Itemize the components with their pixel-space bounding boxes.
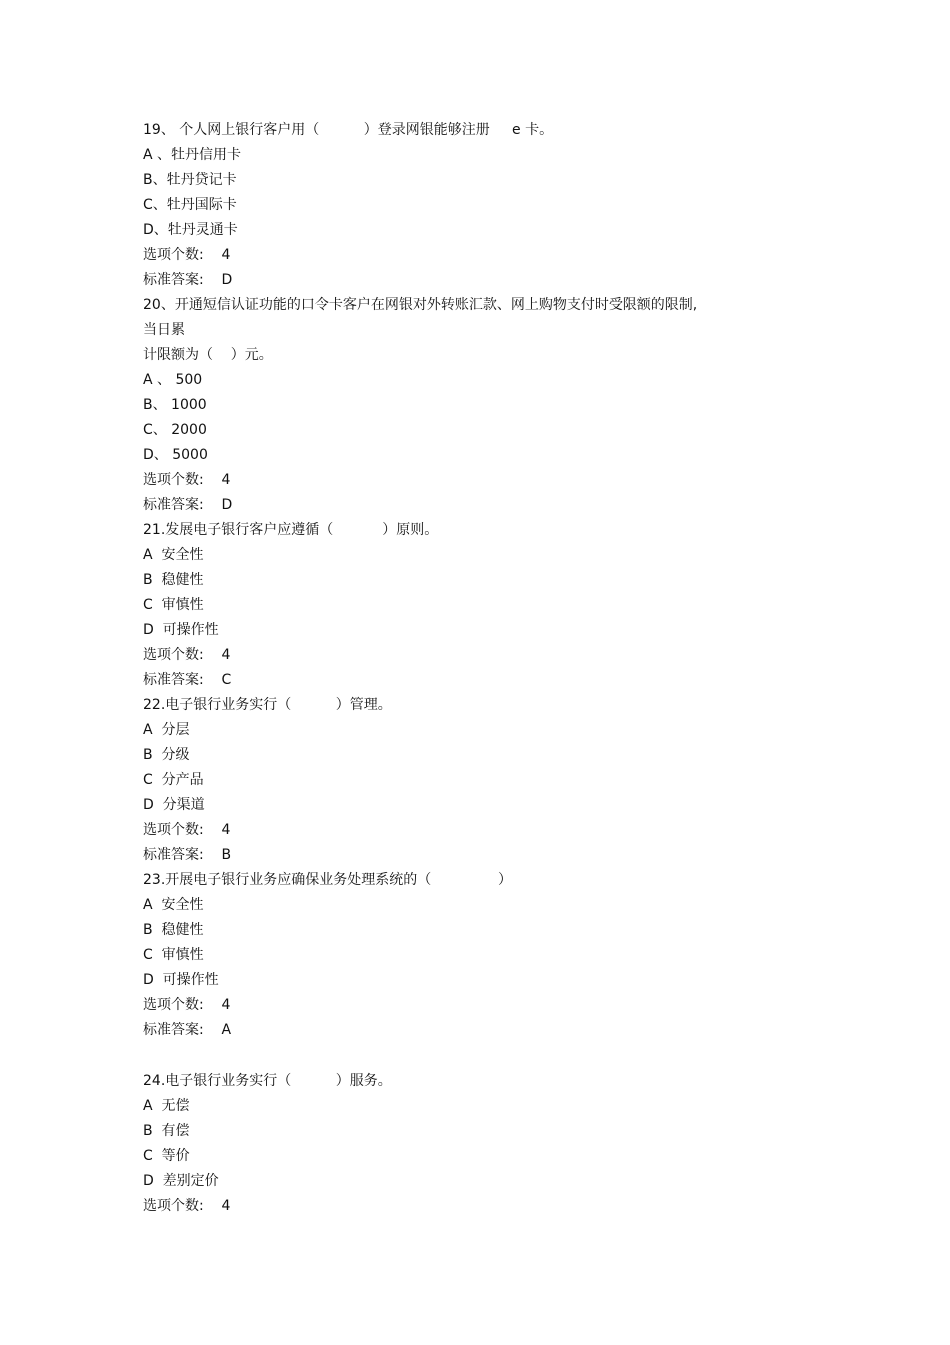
option-b: B、 1000 — [143, 397, 207, 413]
option-d: D 可操作性 — [143, 622, 219, 638]
standard-answer: 标准答案: B — [143, 847, 232, 863]
question-22 — [143, 693, 843, 868]
option-a: A 安全性 — [143, 897, 204, 913]
question-title: 22.电子银行业务实行（ ）管理。 — [143, 697, 392, 713]
option-d: D、牡丹灵通卡 — [143, 222, 238, 238]
question-title-line-2: 当日累 — [143, 322, 185, 338]
question-title-line-3: 计限额为（ ）元。 — [143, 347, 273, 363]
option-count: 选项个数: 4 — [143, 647, 231, 663]
option-d: D 可操作性 — [143, 972, 219, 988]
standard-answer: 标准答案: D — [143, 497, 233, 513]
standard-answer: 标准答案: D — [143, 272, 233, 288]
option-b: B 分级 — [143, 747, 190, 763]
option-a: A 、牡丹信用卡 — [143, 147, 242, 163]
option-b: B 稳健性 — [143, 922, 204, 938]
option-d: D 分渠道 — [143, 797, 205, 813]
option-d: D 差别定价 — [143, 1173, 219, 1189]
option-a: A 安全性 — [143, 547, 204, 563]
option-a: A 、 500 — [143, 372, 203, 388]
question-title: 23.开展电子银行业务应确保业务处理系统的（ ） — [143, 872, 513, 888]
option-count: 选项个数: 4 — [143, 822, 231, 838]
standard-answer: 标准答案: A — [143, 1022, 232, 1038]
question-title: 21.发展电子银行客户应遵循（ ）原则。 — [143, 522, 439, 538]
question-23 — [143, 868, 843, 1043]
option-c: C、 2000 — [143, 422, 207, 438]
option-count: 选项个数: 4 — [143, 997, 231, 1013]
question-title-line-1: 20、开通短信认证功能的口令卡客户在网银对外转账汇款、网上购物支付时受限额的限制, — [143, 297, 698, 313]
option-d: D、 5000 — [143, 447, 208, 463]
question-title: 24.电子银行业务实行（ ）服务。 — [143, 1073, 392, 1089]
option-c: C 分产品 — [143, 772, 204, 788]
standard-answer: 标准答案: C — [143, 672, 232, 688]
option-c: C 审慎性 — [143, 947, 204, 963]
question-21 — [143, 518, 843, 693]
option-a: A 无偿 — [143, 1098, 190, 1114]
option-b: B 稳健性 — [143, 572, 204, 588]
blank-line — [143, 1043, 843, 1069]
option-c: C 等价 — [143, 1148, 190, 1164]
option-a: A 分层 — [143, 722, 190, 738]
question-title: 19、 个人网上银行客户用（ ）登录网银能够注册 e 卡。 — [143, 122, 554, 138]
question-19 — [143, 118, 843, 293]
option-c: C 审慎性 — [143, 597, 204, 613]
option-b: B 有偿 — [143, 1123, 190, 1139]
option-c: C、牡丹国际卡 — [143, 197, 237, 213]
document-page — [143, 118, 843, 1219]
option-count: 选项个数: 4 — [143, 247, 231, 263]
option-count: 选项个数: 4 — [143, 472, 231, 488]
option-count: 选项个数: 4 — [143, 1198, 231, 1214]
option-b: B、牡丹贷记卡 — [143, 172, 237, 188]
question-20 — [143, 293, 843, 518]
question-24 — [143, 1069, 843, 1219]
